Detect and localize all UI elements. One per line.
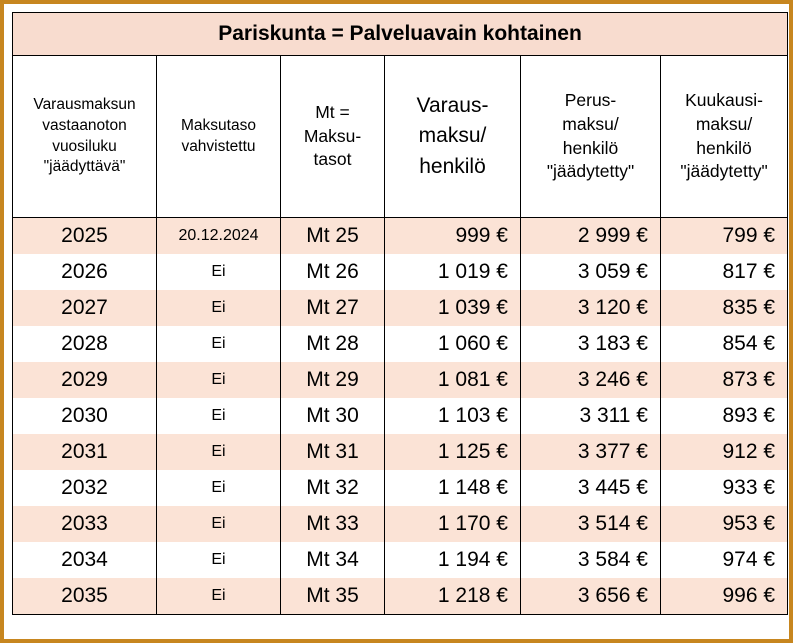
table-row xyxy=(13,254,788,290)
cell-level: Mt 33 xyxy=(281,506,385,542)
header-year: Varausmaksun vastaanoton vuosiluku "jäädyttävä" xyxy=(13,56,157,218)
cell-monthly: 873 € xyxy=(661,362,788,398)
table-row xyxy=(13,506,788,542)
header-row xyxy=(13,56,788,218)
cell-monthly: 974 € xyxy=(661,542,788,578)
cell-level: Mt 25 xyxy=(281,218,385,255)
header-reservation: Varaus- maksu/ henkilö xyxy=(385,56,521,218)
cell-reservation: 1 148 € xyxy=(385,470,521,506)
table-row xyxy=(13,542,788,578)
cell-confirmed: Ei xyxy=(157,290,281,326)
cell-reservation: 1 194 € xyxy=(385,542,521,578)
cell-reservation: 1 170 € xyxy=(385,506,521,542)
fee-table xyxy=(12,12,788,615)
cell-reservation: 1 060 € xyxy=(385,326,521,362)
cell-year: 2030 xyxy=(13,398,157,434)
cell-monthly: 996 € xyxy=(661,578,788,615)
cell-monthly: 799 € xyxy=(661,218,788,255)
table-row xyxy=(13,218,788,255)
cell-year: 2027 xyxy=(13,290,157,326)
cell-level: Mt 29 xyxy=(281,362,385,398)
cell-confirmed: Ei xyxy=(157,326,281,362)
cell-confirmed: Ei xyxy=(157,362,281,398)
cell-monthly: 817 € xyxy=(661,254,788,290)
cell-level: Mt 32 xyxy=(281,470,385,506)
cell-base: 3 656 € xyxy=(521,578,661,615)
cell-monthly: 933 € xyxy=(661,470,788,506)
table-row xyxy=(13,470,788,506)
table-title: Pariskunta = Palveluavain kohtainen xyxy=(13,13,788,56)
cell-base: 3 246 € xyxy=(521,362,661,398)
cell-monthly: 912 € xyxy=(661,434,788,470)
table-row xyxy=(13,362,788,398)
cell-level: Mt 30 xyxy=(281,398,385,434)
cell-reservation: 1 103 € xyxy=(385,398,521,434)
cell-base: 3 120 € xyxy=(521,290,661,326)
cell-level: Mt 31 xyxy=(281,434,385,470)
header-level: Mt = Maksu- tasot xyxy=(281,56,385,218)
cell-monthly: 893 € xyxy=(661,398,788,434)
table-row xyxy=(13,326,788,362)
cell-confirmed: Ei xyxy=(157,470,281,506)
cell-confirmed: Ei xyxy=(157,434,281,470)
table-row xyxy=(13,578,788,615)
cell-confirmed: Ei xyxy=(157,578,281,615)
cell-base: 3 377 € xyxy=(521,434,661,470)
table-row xyxy=(13,290,788,326)
cell-year: 2035 xyxy=(13,578,157,615)
cell-base: 3 183 € xyxy=(521,326,661,362)
cell-reservation: 1 218 € xyxy=(385,578,521,615)
cell-level: Mt 27 xyxy=(281,290,385,326)
cell-year: 2032 xyxy=(13,470,157,506)
cell-base: 3 514 € xyxy=(521,506,661,542)
cell-base: 2 999 € xyxy=(521,218,661,255)
cell-year: 2034 xyxy=(13,542,157,578)
cell-year: 2033 xyxy=(13,506,157,542)
cell-reservation: 1 081 € xyxy=(385,362,521,398)
cell-level: Mt 26 xyxy=(281,254,385,290)
cell-confirmed: Ei xyxy=(157,506,281,542)
cell-year: 2025 xyxy=(13,218,157,255)
cell-base: 3 059 € xyxy=(521,254,661,290)
cell-level: Mt 28 xyxy=(281,326,385,362)
cell-confirmed: Ei xyxy=(157,542,281,578)
cell-year: 2031 xyxy=(13,434,157,470)
cell-level: Mt 34 xyxy=(281,542,385,578)
cell-year: 2026 xyxy=(13,254,157,290)
cell-base: 3 311 € xyxy=(521,398,661,434)
header-base: Perus- maksu/ henkilö "jäädytetty" xyxy=(521,56,661,218)
cell-base: 3 445 € xyxy=(521,470,661,506)
cell-confirmed: Ei xyxy=(157,254,281,290)
cell-confirmed: Ei xyxy=(157,398,281,434)
cell-confirmed: 20.12.2024 xyxy=(157,218,281,255)
header-monthly: Kuukausi- maksu/ henkilö "jäädytetty" xyxy=(661,56,788,218)
cell-reservation: 1 125 € xyxy=(385,434,521,470)
cell-year: 2029 xyxy=(13,362,157,398)
cell-reservation: 1 039 € xyxy=(385,290,521,326)
table-row xyxy=(13,398,788,434)
cell-level: Mt 35 xyxy=(281,578,385,615)
header-confirmed: Maksutaso vahvistettu xyxy=(157,56,281,218)
cell-year: 2028 xyxy=(13,326,157,362)
cell-monthly: 835 € xyxy=(661,290,788,326)
cell-monthly: 854 € xyxy=(661,326,788,362)
cell-reservation: 999 € xyxy=(385,218,521,255)
table-row xyxy=(13,434,788,470)
cell-base: 3 584 € xyxy=(521,542,661,578)
cell-monthly: 953 € xyxy=(661,506,788,542)
cell-reservation: 1 019 € xyxy=(385,254,521,290)
